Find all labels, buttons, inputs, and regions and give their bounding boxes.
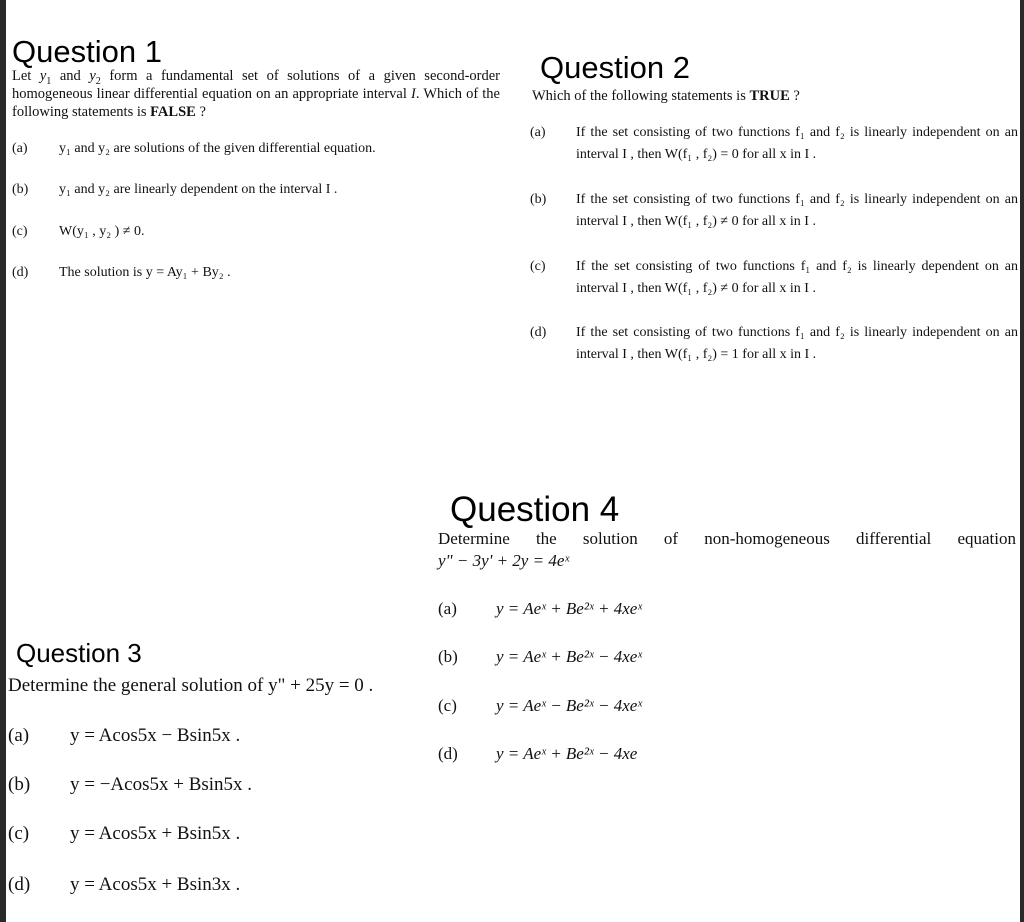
q3-option-d[interactable]: (d) y = Acos5x + Bsin3x . xyxy=(8,874,241,895)
question-3-title: Question 3 xyxy=(16,638,142,668)
q4-option-d[interactable]: (d) y = Aeˣ + Be²ˣ − 4xe xyxy=(438,744,638,763)
question-3-prompt: Determine the general solution of y" + 25y = 0 . xyxy=(8,675,374,696)
question-4-equation: y" − 3y' + 2y = 4eˣ xyxy=(438,551,570,570)
question-1-prompt: Let $y_1$ and $y_2$ form a fundamental set of solutions of a given second-order homogeneous linear differential equation on an appropriate interval I. Which of the following statements is FALSE ? xyxy=(12,68,500,120)
q2-option-c[interactable]: (c) If the set consisting of two functions f₁ and f₂ is linearly dependent on an interval I , then W(f₁ , f₂) ≠ 0 for all x in I . xyxy=(530,259,1018,296)
q4-option-c[interactable]: (c) y = Aeˣ − Be²ˣ − 4xeˣ xyxy=(438,696,643,715)
q1-option-b[interactable]: (b) y₁ and y₂ are linearly dependent on the interval I . xyxy=(12,182,338,197)
q4-option-a[interactable]: (a) y = Aeˣ + Be²ˣ + 4xeˣ xyxy=(438,599,643,618)
q3-option-c[interactable]: (c) y = Acos5x + Bsin5x . xyxy=(8,823,241,844)
q1-option-a[interactable]: (a) y₁ and y₂ are solutions of the given differential equation. xyxy=(12,141,376,156)
question-4-prompt: Determine the solution of non-homogeneous differential equation y" − 3y' + 2y = 4eˣ xyxy=(438,529,1016,570)
q3-option-a[interactable]: (a) y = Acos5x − Bsin5x . xyxy=(8,725,241,746)
question-2-title: Question 2 xyxy=(540,50,690,85)
q4-option-b[interactable]: (b) y = Aeˣ + Be²ˣ − 4xeˣ xyxy=(438,647,643,666)
q1-option-c[interactable]: (c) W(y₁ , y₂ ) ≠ 0. xyxy=(12,224,145,239)
q2-option-b[interactable]: (b) If the set consisting of two functions f₁ and f₂ is linearly independent on an interval I , then W(f₁ , f₂) ≠ 0 for all x in I . xyxy=(530,192,1018,229)
q3-option-b[interactable]: (b) y = −Acos5x + Bsin5x . xyxy=(8,774,253,795)
q1-option-d[interactable]: (d) The solution is y = Ay₁ + By₂ . xyxy=(12,265,231,280)
question-4-title: Question 4 xyxy=(450,490,620,529)
left-edge-bar xyxy=(0,0,6,922)
right-edge-bar xyxy=(1020,0,1024,922)
q2-option-d[interactable]: (d) If the set consisting of two functions f₁ and f₂ is linearly independent on an interval I , then W(f₁ , f₂) = 1 for all x in I . xyxy=(530,325,1018,362)
question-2-prompt: Which of the following statements is TRUE ? xyxy=(532,88,800,104)
question-1-title: Question 1 xyxy=(12,34,162,69)
q2-option-a[interactable]: (a) If the set consisting of two functions f₁ and f₂ is linearly independent on an interval I , then W(f₁ , f₂) = 0 for all x in I . xyxy=(530,125,1018,162)
